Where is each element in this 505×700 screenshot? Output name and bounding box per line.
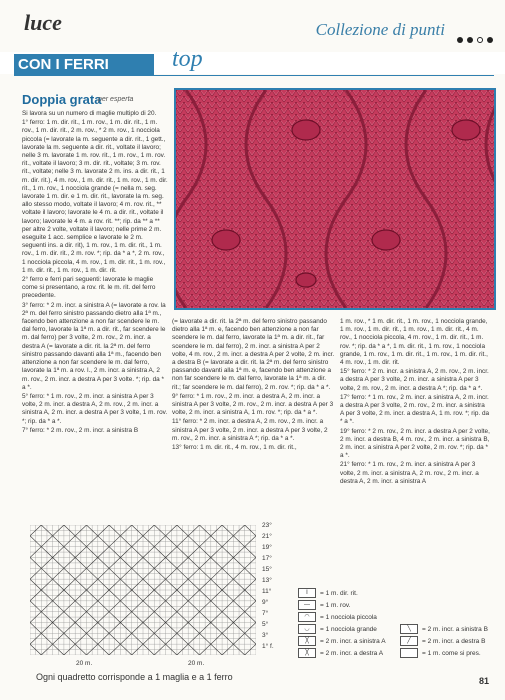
paragraph: 17° ferro: * 1 m. rov., 2 m. incr. a sinistra A, 2 m. incr. a destra A per 3 volte, 2 m. rov., 2 m. incr. a sinistra A per 3 volte, 2 m. incr. a destra A, 1 m. rov. *; rip. da * a *.	[340, 393, 490, 426]
legend-item: ◠ = 1 nocciola piccola	[298, 612, 377, 622]
paragraph: 1 m. rov., * 1 m. dir. rit., 1 m. rov., 1 nocciola grande, 1 m. rov., 1 m. dir. rit., 1 m. rov., 1 m. dir. rit., 4 m. rov., 1 nocciola piccola, 4 m. rov., 1 m. dir. rit., 1 m. rov. *; rip. da * a *, 1 m. dir. rit., 1 m. rov., 1 nocciola grande, 1 m. rov., 1 m. dir. rit., 1 m. rov., 1 m. dir. rit., 4 m. rov., 1 m. dir. rit.	[340, 318, 488, 367]
paragraph: 11° ferro: * 2 m. incr. a destra A, 2 m. rov., 2 m. incr. a sinistra A per 3 volte, 2 m. incr. a destra A per 3 volte, 2 m. rov., 2 m. incr. a sinistra A *; rip. da * a *.	[172, 418, 328, 442]
paragraph: 7° ferro: * 2 m. rov., 2 m. incr. a sinistra B	[22, 426, 139, 434]
empty-square-icon	[400, 648, 418, 658]
row-label: 15°	[262, 566, 272, 573]
paragraph: 21° ferro: * 1 m. rov., 2 m. incr. a sinistra A per 3 volte, 2 m. incr. a sinistra A, 2 m. rov., 2 m. incr. a destra A, 2 m. incr. a sinistra A	[340, 461, 479, 485]
instructions-col-3	[340, 318, 490, 518]
collection-title: Collezione di punti	[315, 20, 445, 39]
small-bobble-icon: ◠	[298, 612, 316, 622]
row-label: 5°	[262, 621, 269, 628]
decorative-dots	[457, 37, 493, 43]
paragraph: 9° ferro: * 1 m. rov., 2 m. incr. a destra A, 2 m. incr. a sinistra A per 3 volte, 2 m. rov., 2 m. incr. a destra A per 3 volte, 2 m. incr. a sinistra A, 1 m. rov. *; rip. da * a *.	[172, 392, 334, 417]
row-label: 11°	[262, 588, 272, 595]
magazine-logo: luce	[24, 10, 62, 35]
row-label: 21°	[262, 533, 272, 540]
row-label: 9°	[262, 599, 269, 606]
instructions-col-2	[172, 318, 336, 518]
cross-left-a-icon: ╳	[298, 636, 316, 646]
paragraph: 15° ferro: * 2 m. incr. a sinistra A, 2 m. rov., 2 m. incr. a destra A per 3 volte, 2 m. incr. a sinistra A per 3 volte, 2 m. rov., 2 m. incr. a destra A *; rip. da * a *.	[340, 368, 489, 392]
cross-left-b-icon: ╲	[400, 624, 418, 634]
row-label: 13°	[262, 577, 272, 584]
paragraph: 1° ferro: 1 m. dir. rit., 1 m. rov., 1 m. dir. rit., 1 m. rov., 1 m. dir. rit., 2 m. rov., * 2 m. rov., 1 nocciola piccola (= lavorate la m. seguente a dir. rit., 1 gett., lavorate la m. seguente a dir. rit., voltate il lavoro; nelle 3 m. lavorate 1 m. rov. rit., 1 m. rov., 1 m. rov. rit., voltate il lavoro; 3 m. dir. rit., voltate; 3 m. rov. rit., voltate; nelle 3 m. lavorate 2 m. ins. a dir. rit., 1 m. dir. rit.), 4 m. rov., 1 m. dir. rit., 1 m. rov., 1 m. dir. rit., 1 m. rov., 1 nocciola grande (= nella m. seg. lavorate 1 m. dir. e 1 m. dir. rit., lavorate la m. seg. allo stesso modo, voltate il lavoro; 4 m. rov. rit., ** voltate il lavoro; lavorate le 4 m. a dir. rit., voltate il lavoro; lavorate le 4 m. a rov. rit. **; rip. da ** a ** per altre 2 volte, voltate il lavoro; nelle prime 2 m. eseguite 1 acc. semplice e lavorate le 2 m. seguenti ins. a dir. rit), 1 m. rov., 1 m. dir. rit., 1 m. rov., 1 m. dir. rit., 2 m. rov. *; rip. da * a *, 2 m. rov., 1 nocciola piccola, 4 m. rov., 1 m. dir. rit., 1 m. rov., 1 m. dir. rit., 1 m. rov., 1 m. dir. rit.	[22, 119, 168, 274]
legend-item: — = 1 m. rov.	[298, 600, 350, 610]
paragraph: (= lavorate a dir. rit. la 2ª m. del ferro sinistro passando dietro alla 1ª m. e, facendo ben attenzione a non far scendere le m. dal ferro, lavorate la 1ª m. a dir. rit., far scendere le m. dal ferro), 2 m. incr. a sinistra A per 2 volte, 4 m. rov., 2 m. incr. a destra A per 2 volte, 2 m. incr. a destra B (= lavorate a dir. rit. la 2ª m. del ferro sinistro passando davanti alla 1ª m. e, facendo ben attenzione a non far scendere le m. dal ferro, lavorate la 1ª m. a dir. rit.; far scendere le m. dal ferro), 2 m. rov. *; rip. da * a *.	[172, 318, 335, 391]
paragraph: 5° ferro: * 1 m. rov., 2 m. incr. a sinistra A per 3 volte, 2 m. incr. a destra A, 2 m. rov., 2 m. incr. a sinistra A, 2 m. incr. a destra A per 3 volte, 1 m. rov. *; rip. da * a *.	[22, 392, 168, 425]
legend-item: ╲ = 2 m. incr. a sinistra B	[400, 624, 488, 634]
paragraph: 13° ferro: 1 m. dir. rit., 4 m. rov., 1 m. dir. rit.,	[172, 444, 297, 452]
page-number: 81	[478, 676, 489, 686]
legend-item: I = 1 m. dir. rit.	[298, 588, 358, 598]
cross-right-b-icon: ╱	[400, 636, 418, 646]
row-label: 17°	[262, 555, 272, 562]
instructions-col-1	[22, 110, 168, 515]
knit-swatch-photo	[174, 88, 496, 310]
large-bobble-icon: ◡	[298, 624, 316, 634]
legend-item: = 1 m. come si pres.	[400, 648, 481, 658]
cross-right-a-icon: ╳	[298, 648, 316, 658]
row-label: 23°	[262, 522, 272, 529]
legend-item: ╳ = 2 m. incr. a sinistra A	[298, 636, 386, 646]
category-label: top	[172, 46, 203, 72]
header-rule	[14, 75, 494, 76]
row-label: 3°	[262, 632, 269, 639]
paragraph: 3° ferro: * 2 m. incr. a sinistra A (= lavorate a rov. la 2ª m. del ferro sinistro passando dietro alla 1ª m., facendo ben attenzione a non far scendere le m. dal ferro, lavorate la 1ª m. a dir. rit., far scendere le m. dal ferro) per 3 volte, 2 m. rov., 2 m. incr. a destra A (= lavorate a dir. rit. la 2ª m. del ferro sinistro passando davanti alla 1ª m., facendo ben attenzione a non far scendere le m. dal ferro, lavorate la 1ª m. a rov. l., 2 m. incr. a sinistra A, 2 m. rov., 2 m. incr. a destra A per 3 volte. *; rip. da * a *.	[22, 301, 166, 391]
pattern-title: Doppia grata	[22, 92, 102, 107]
purl-symbol-icon: —	[298, 600, 316, 610]
chart-note: Ogni quadretto corrisponde a 1 maglia e a 1 ferro	[36, 672, 233, 682]
knit-symbol-icon: I	[298, 588, 316, 598]
row-label: 1° f.	[262, 643, 274, 650]
row-label: 19°	[262, 544, 272, 551]
knitting-chart	[30, 525, 256, 655]
legend-item: ◡ = 1 nocciola grande	[298, 624, 377, 634]
paragraph: 2° ferro e ferri pari seguenti: lavorate le maglie come si presentano, a rov. rit. le m. rit. del ferro precedente.	[22, 276, 156, 300]
legend-item: ╳ = 2 m. incr. a destra A	[298, 648, 383, 658]
paragraph: 19° ferro: * 2 m. rov., 2 m. incr. a destra A per 2 volte, 2 m. incr. a destra B, 4 m. rov., 2 m. incr. a sinistra B, 2 m. incr. a sinistra A per 2 volte, 2 m. rov. *; rip. da * a *.	[340, 427, 490, 460]
chart-repeat-label: 20 m.	[76, 660, 93, 667]
row-label: 7°	[262, 610, 269, 617]
chart-repeat-label: 20 m.	[188, 660, 205, 667]
legend-item: ╱ = 2 m. incr. a destra B	[400, 636, 485, 646]
pattern-level: per esperta	[98, 96, 134, 103]
section-label: CON I FERRI	[18, 56, 109, 73]
paragraph: Si lavora su un numero di maglie multiplo di 20.	[22, 110, 157, 117]
